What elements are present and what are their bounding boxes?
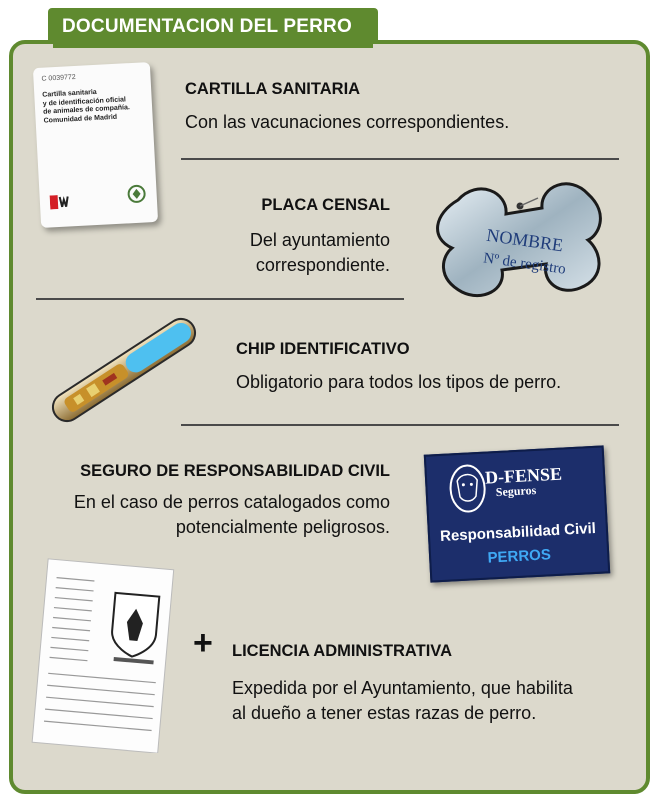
insurance-title: Responsabilidad Civil <box>439 519 597 546</box>
page-title: DOCUMENTACION DEL PERRO <box>62 16 352 37</box>
insurance-sub: Seguros <box>495 482 537 500</box>
tag-name: NOMBRE <box>485 224 565 256</box>
booklet-code: C 0039772 <box>41 73 76 83</box>
insurance-card-icon <box>424 445 610 582</box>
license-form-icon <box>28 558 178 753</box>
divider <box>181 424 619 426</box>
seal-icon <box>125 182 148 209</box>
health-booklet-icon <box>33 62 158 228</box>
heading-cartilla: CARTILLA SANITARIA <box>185 80 361 98</box>
madrid-logo-icon <box>50 194 73 209</box>
text-chip: Obligatorio para todos los tipos de perro. <box>236 372 562 392</box>
divider <box>181 158 619 160</box>
heading-seguro: SEGURO DE RESPONSABILIDAD CIVIL <box>80 462 390 480</box>
heading-licencia: LICENCIA ADMINISTRATIVA <box>232 642 452 660</box>
insurance-category: PERROS <box>487 546 552 567</box>
heading-placa: PLACA CENSAL <box>261 196 390 214</box>
text-placa: Del ayuntamiento correspondiente. <box>249 230 390 275</box>
bone-tag-icon <box>420 178 620 298</box>
plus-icon: + <box>193 624 213 662</box>
dog-logo-icon <box>446 462 489 516</box>
text-licencia: Expedida por el Ayuntamiento, que habilita al dueño a tener estas razas de perro. <box>232 678 573 723</box>
booklet-title: Cartilla sanitaria y de identificación oficial de animales de compañía. Comunidad de Madrid <box>42 88 131 125</box>
insurance-brand: D-FENSE <box>484 463 563 488</box>
heading-chip: CHIP IDENTIFICATIVO <box>236 340 410 358</box>
text-cartilla: Con las vacunaciones correspondientes. <box>185 112 510 132</box>
text-seguro: En el caso de perros catalogados como potencialmente peligrosos. <box>73 492 390 537</box>
microchip-icon <box>38 315 210 425</box>
tag-number: Nº de registro <box>482 250 567 278</box>
divider <box>36 298 404 300</box>
